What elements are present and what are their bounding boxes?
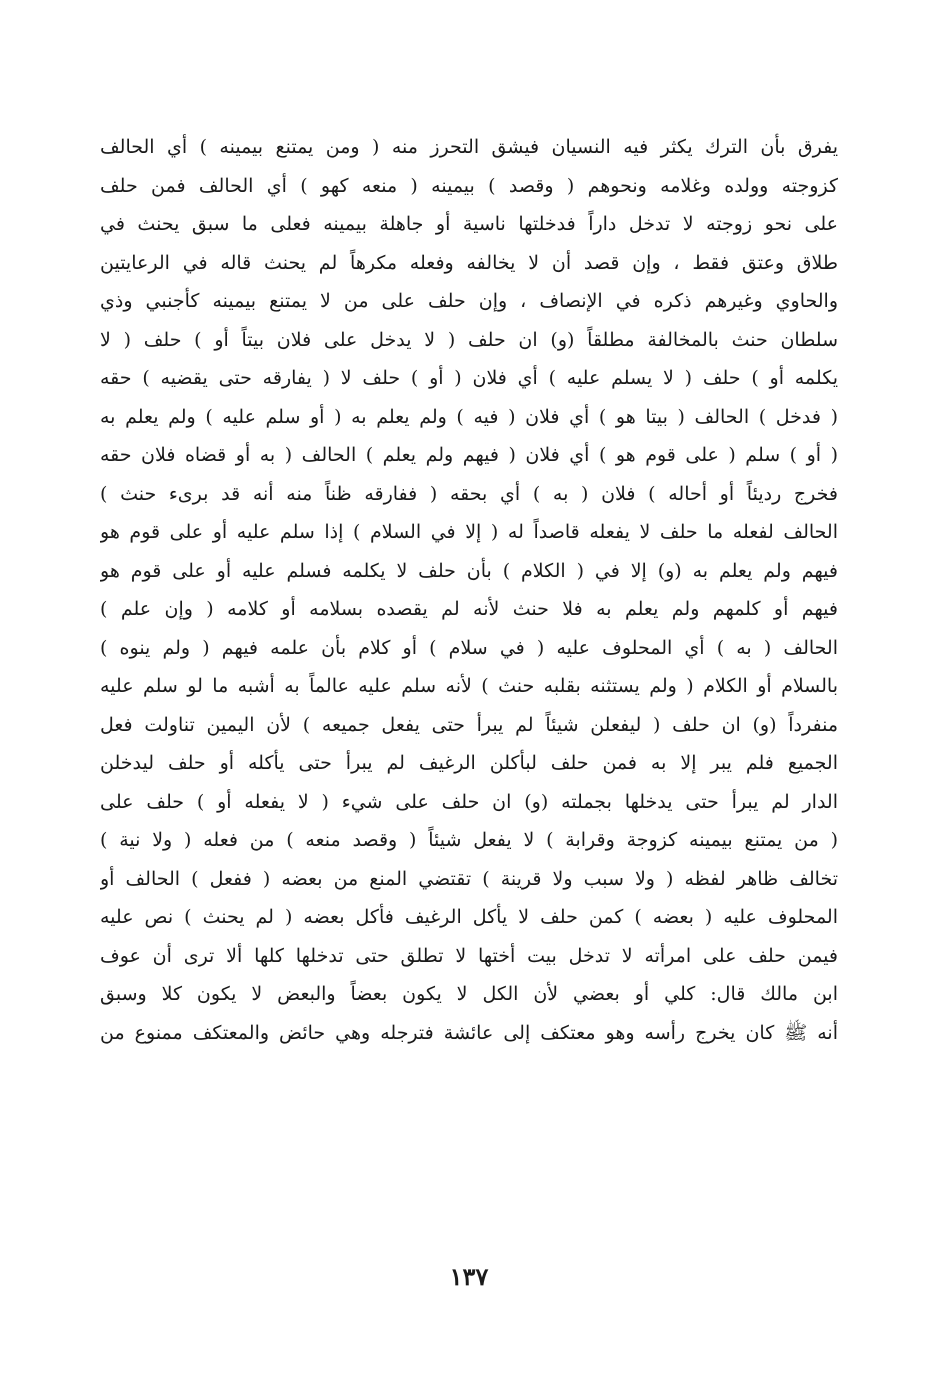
text-line: الحالف ( به ) أي المحلوف عليه ( في سلام ) أو كلام بأن علمه فيهم ( ولم ينوه ) <box>100 636 838 659</box>
text-line: يفرق بأن الترك يكثر فيه النسيان فيشق التحرز منه ( ومن يمتنع بيمينه ) أي الحالف <box>100 136 838 158</box>
text-line: ابن مالك قال: كلي أو بعضي لأن الكل لا يكون بعضاً والبعض لا يكون كلا وسبق <box>100 983 838 1005</box>
text-line: على نحو زوجته لا تدخل داراً فدخلتها ناسية أو جاهلة بيمينه فعلى ما سبق يحنث في <box>100 213 838 235</box>
text-line: تخالف ظاهر لفظه ( ولا سبب ولا قرينة ) تقتضي المنع من بعضه ( ففعل ) الحالف أو <box>100 867 838 890</box>
text-line: سلطان حنث بالمخالفة مطلقاً (و) ان حلف ( لا يدخل على فلان بيتاً أو ) حلف ( لا <box>100 328 838 351</box>
text-line: الحالف لفعله ما حلف لا يفعله قاصداً له ( إلا في السلام ) إذا سلم عليه أو على قوم هو <box>100 521 838 543</box>
text-line: فيهم أو كلمهم ولم يعلم به فلا حنث لأنه لم يقصده بسلامه أو كلامه ( وإن علم ) <box>100 598 838 620</box>
text-line: ( فدخل ) الحالف ( بيتا هو ) أي فلان ( فيه ) ولم يعلم به ( أو سلم عليه ) ولم يعلم به <box>100 405 838 428</box>
text-line: فيهم ولم يعلم به (و) إلا في ( الكلام ) بأن حلف لا يكلمه فسلم عليه أو على قوم هو <box>100 559 838 582</box>
text-line: فخرج رديئاً أو أحاله ) فلان ( به ) أي بحقه ( ففارقه ظناً منه أنه قد برىء حنث ) <box>100 482 838 505</box>
text-line: ( من يمتنع بيمينه كزوجة وقرابة ) لا يفعل شيئاً ( وقصد منعه ) من فعله ( ولا نية ) <box>100 829 838 851</box>
text-line: أنه ﷺ كان يخرج رأسه وهو معتكف إلى عائشة فترجله وهي حائض والمعتكف ممنوع من <box>100 1021 838 1044</box>
text-line: ( أو ) سلم ( على قوم هو ) أي فلان ( فيهم ولم يعلم ) الحالف ( به أو قضاه فلان حقه <box>100 444 838 466</box>
text-line: منفرداً (و) ان حلف ( ليفعلن شيئاً لم يبرأ حتى يفعل جميعه ) لأن اليمين تناولت فعل <box>100 713 838 736</box>
text-line: فيمن حلف على امرأته لا تدخل بيت أختها لا تطلق حتى تدخلها كلها ألا ترى أن عوف <box>100 944 838 967</box>
text-line: الدار لم يبرأ حتى يدخلها بجملته (و) ان حلف على شيء ( لا يفعله أو ) حلف على <box>100 790 838 813</box>
text-line: والحاوي وغيرهم ذكره في الإنصاف ، وإن حلف على من لا يمتنع بيمينه كأجنبي وذي <box>100 290 838 312</box>
text-line: يكلمه أو ) حلف ( لا يسلم عليه ) أي فلان ( أو ) حلف لا ( يفارقه حتى يقضيه ) حقه <box>100 367 838 389</box>
page-number: ١٣٧ <box>449 1262 489 1291</box>
text-line: المحلوف عليه ( بعضه ) كمن حلف لا يأكل الرغيف فأكل بعضه ( لم يحنث ) نص عليه <box>100 906 838 928</box>
text-line: بالسلام أو الكلام ( ولم يستثنه بقلبه حنث ) لأنه سلم عليه عالماً به أشبه ما لو سلم عليه <box>100 675 838 697</box>
text-line: طلاق وعتق فقط ، وإن قصد أن لا يخالفه وفعله مكرهاً لم يحنث قاله في الرعايتين <box>100 251 838 274</box>
text-line: كزوجته وولده وغلامه ونحوهم ( وقصد ) بيمينه ( منعه كهو ) أي الحالف فمن حلف <box>100 174 838 197</box>
text-line: الجميع فلم يبر إلا به فمن حلف لبأكلن الرغيف لم يبرأ حتى يأكله أو حلف ليدخلن <box>100 752 838 774</box>
page-body <box>100 128 838 1052</box>
